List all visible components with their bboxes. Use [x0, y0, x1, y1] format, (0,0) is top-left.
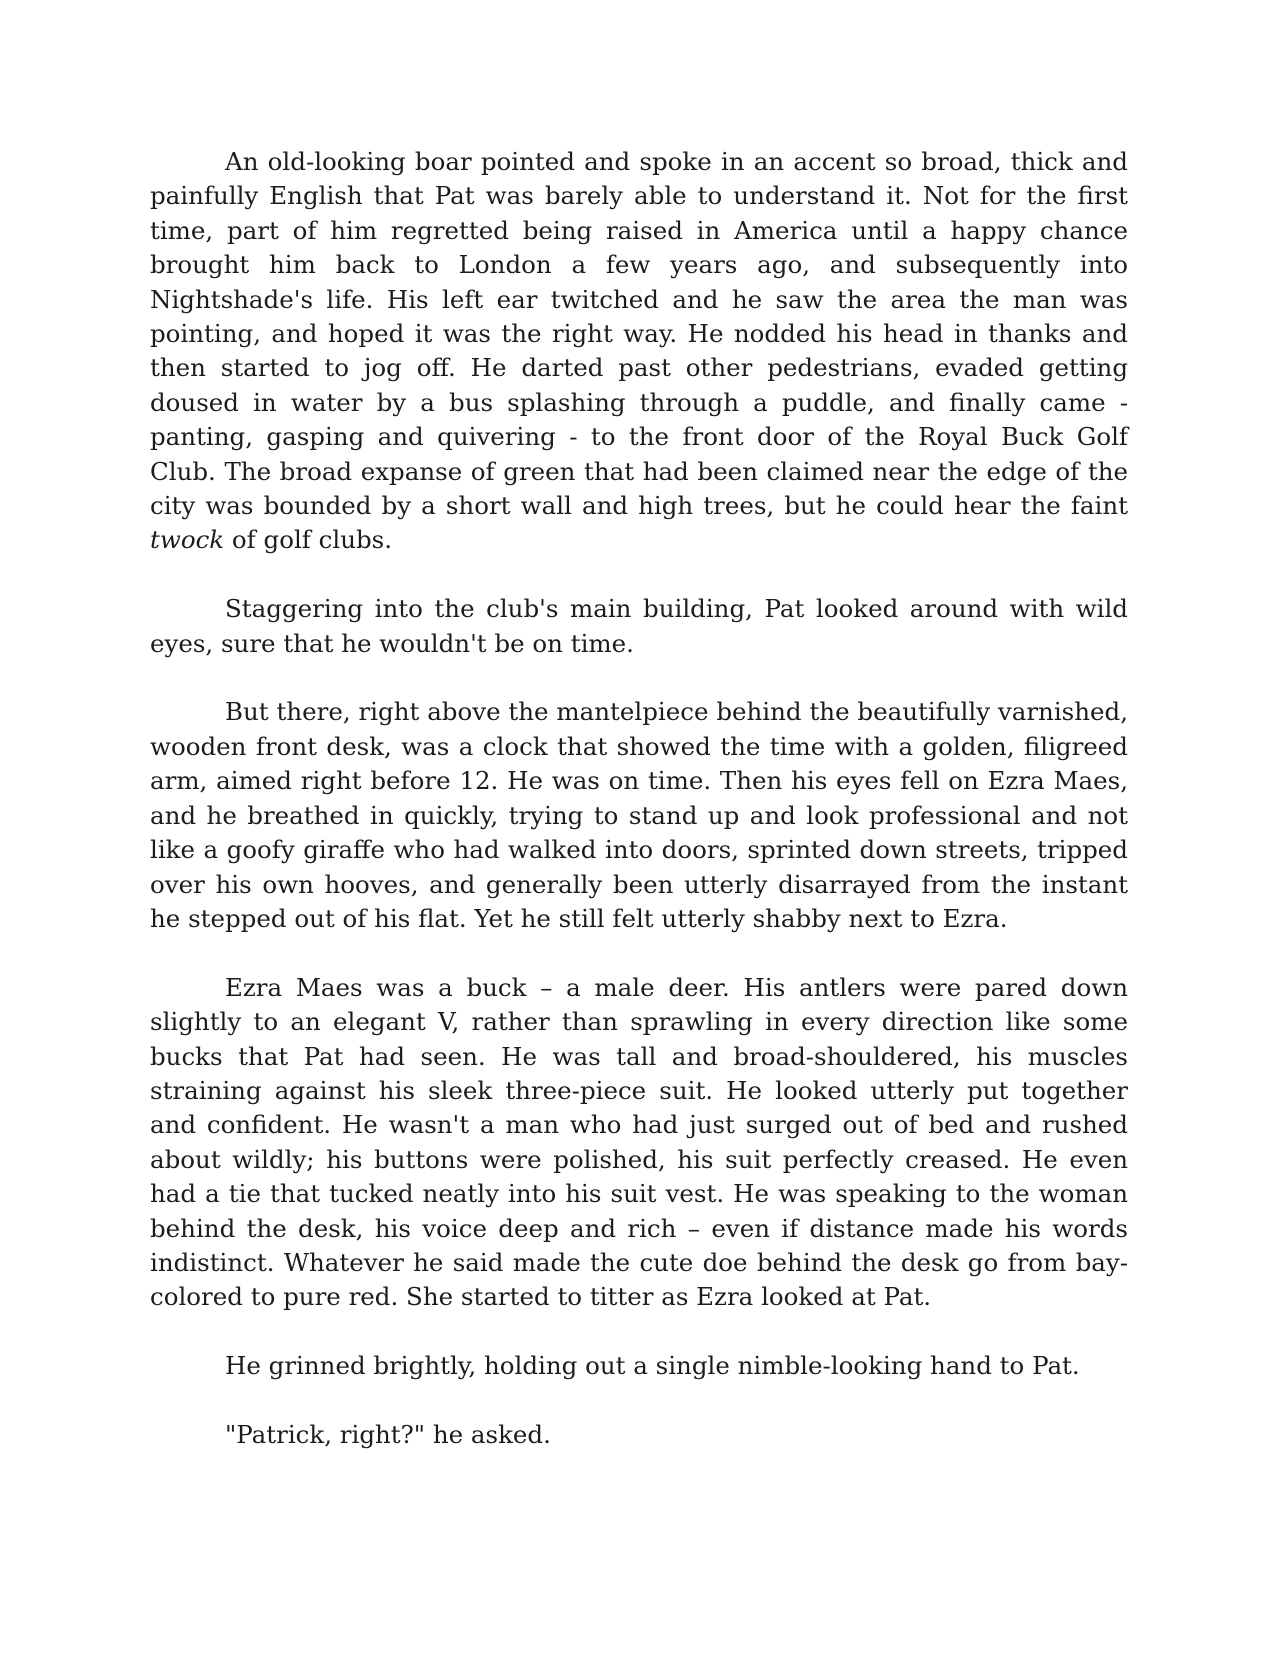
paragraph-6-text: "Patrick, right?" he asked.	[225, 1419, 551, 1449]
document-page	[150, 145, 1128, 1452]
paragraph-2	[150, 592, 1128, 661]
paragraph-4	[150, 971, 1128, 1315]
paragraph-6	[150, 1418, 1128, 1452]
paragraph-5-text: He grinned brightly, holding out a single nimble-looking hand to Pat.	[225, 1351, 1080, 1381]
paragraph-1-text-a: An old-looking boar pointed and spoke in an accent so broad, thick and painfully English that Pat was barely able to understand it. Not for the first time, part of him regretted being raised in America until a happy chance brought him back to London a few years ago, and subsequently into Nightshade's life. His left ear twitched and he saw the area the man was pointing, and hoped it was the right way. He nodded his head in thanks and then started to jog off. He darted past other pedestrians, evaded getting doused in water by a bus splashing through a puddle, and finally came - panting, gasping and quivering - to the front door of the Royal Buck Golf Club. The broad expanse of green that had been claimed near the edge of the city was bounded by a short wall and high trees, but he could hear the faint	[150, 147, 1128, 521]
paragraph-1-italic-word: twock	[150, 525, 225, 555]
paragraph-1	[150, 145, 1128, 558]
paragraph-3-text: But there, right above the mantelpiece behind the beautifully varnished, wooden front desk, was a clock that showed the time with a golden, filigreed arm, aimed right before 12. He was on time. Then his eyes fell on Ezra Maes, and he breathed in quickly, trying to stand up and look professional and not like a goofy giraffe who had walked into doors, sprinted down streets, tripped over his own hooves, and generally been utterly disarrayed from the instant he stepped out of his flat. Yet he still felt utterly shabby next to Ezra.	[150, 697, 1128, 933]
paragraph-1-text-b: of golf clubs.	[224, 525, 393, 555]
paragraph-3	[150, 695, 1128, 936]
paragraph-5	[150, 1349, 1128, 1383]
paragraph-4-text: Ezra Maes was a buck – a male deer. His antlers were pared down slightly to an elegant V, rather than sprawling in every direction like some bucks that Pat had seen. He was tall and broad-shouldered, his muscles straining against his sleek three-piece suit. He looked utterly put together and confident. He wasn't a man who had just surged out of bed and rushed about wildly; his buttons were polished, his suit perfectly creased. He even had a tie that tucked neatly into his suit vest. He was speaking to the woman behind the desk, his voice deep and rich – even if distance made his words indistinct. Whatever he said made the cute doe behind the desk go from bay-colored to pure red. She started to titter as Ezra looked at Pat.	[150, 972, 1128, 1312]
paragraph-2-text: Staggering into the club's main building, Pat looked around with wild eyes, sure that he wouldn't be on time.	[150, 594, 1128, 658]
